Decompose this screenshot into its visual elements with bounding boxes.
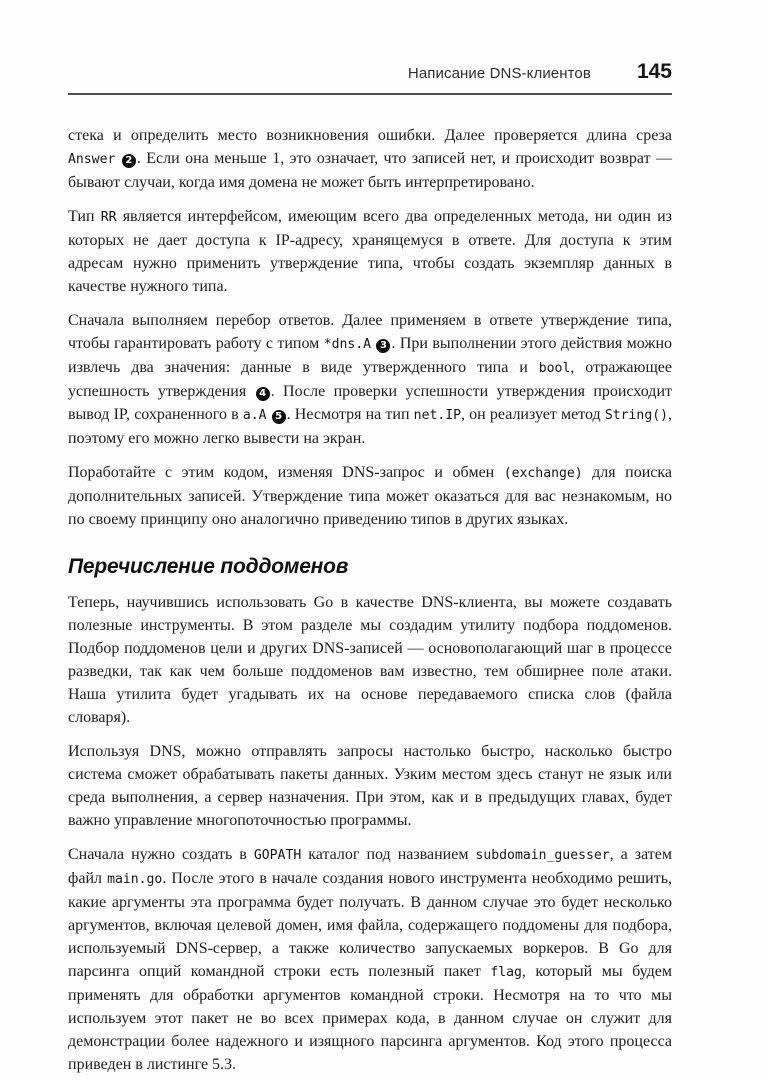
callout-marker: 5 [272, 410, 286, 424]
paragraph [68, 740, 672, 832]
inline-code: main.go [107, 872, 163, 887]
paragraph [68, 461, 672, 531]
text-run: , он реализует метод [461, 406, 605, 423]
text-run: Поработайте с этим кодом, изменяя DNS-запрос и обмен [68, 464, 504, 481]
text-run: стека и определить место возникновения ошибки. Далее проверяется длина среза [68, 127, 672, 144]
inline-code: RR [100, 210, 117, 225]
inline-code: String() [604, 408, 668, 423]
text-run: , отражающее успешность утверждения [68, 359, 672, 400]
inline-code: *dns.A [323, 337, 372, 352]
paragraph [68, 843, 672, 1076]
text-run: , поэтому его можно легко вывести на экран. [68, 406, 672, 447]
inline-code: flag [490, 965, 522, 980]
inline-code: a.A [242, 408, 267, 423]
page-header [68, 0, 672, 95]
running-head: Написание DNS-клиентов [407, 65, 591, 82]
text-run: для поиска дополнительных записей. Утверждение типа может оказаться для вас незнакомым, но по своему принципу оно аналогично приведению типов в других языках. [68, 464, 673, 528]
text-run: каталог под названием [301, 846, 476, 863]
text-run: Сначала нужно создать в [68, 846, 254, 863]
inline-code: bool [538, 361, 571, 376]
text-run: , а затем файл [68, 846, 673, 887]
text-run: . После этого в начале создания нового инструмента необходимо решить, какие аргументы эта программа будет получать. В данном случае это будет несколько аргументов, включая целевой домен, имя файла, содержащего поддомены для подбора, используемый DNS-сервер, а также количество запускаемых воркеров. В Go для парсинга опций командной строки есть полезный пакет [68, 870, 673, 980]
paragraph [68, 309, 672, 450]
inline-code: subdomain_guesser [475, 848, 610, 863]
inline-code: (exchange) [503, 466, 583, 481]
text-run: Сначала выполняем перебор ответов. Далее применяем в ответе утверждение типа, чтобы гарантировать работу с типом [68, 312, 672, 352]
text-run [115, 150, 120, 167]
section-heading: Перечисление поддоменов [68, 555, 349, 578]
callout-marker: 4 [256, 387, 270, 401]
text-run: . При выполнении этого действия можно извлечь два значения: данные в виде утвержденного типа и [68, 335, 673, 376]
inline-code: Answer [68, 152, 116, 167]
text-run: . Если она меньше 1, это означает, что записей нет, и происходит возврат — бывают случаи, когда имя домена не может быть интерпретировано. [68, 150, 673, 191]
inline-code: GOPATH [253, 848, 302, 863]
text-run: . Несмотря на тип [286, 406, 414, 423]
text-run: . После проверки успешности утверждения происходит вывод IP, сохраненного в [68, 383, 673, 423]
paragraph [68, 205, 672, 298]
content-column [68, 0, 672, 1080]
text-run: является интерфейсом, имеющим всего два определенных метода, ни один из которых не дает доступа к IP-адресу, хранящемуся в ответе. Для доступа к этим адресам нужно применить утверждение типа, чтобы создать экземпляр данных в качестве нужного типа. [68, 208, 673, 295]
text-run: Тип [68, 208, 101, 225]
inline-code: net.IP [413, 408, 462, 423]
page-number: 145 [636, 60, 672, 83]
callout-marker: 2 [122, 154, 136, 168]
paragraph [68, 591, 672, 729]
text-run [267, 406, 271, 423]
page-body [68, 124, 672, 1076]
text-run [371, 335, 375, 352]
text-run: , который мы будем применять для обработки аргументов командной строки. Несмотря на то что мы используем этот пакет не во всех примерах кода, в данном случае он служит для демонстрации более надежного и изящного парсинга аргументов. Код этого процесса приведен в листинге 5.3. [68, 963, 672, 1073]
text-run: Используя DNS, можно отправлять запросы настолько быстро, насколько быстро система сможет обрабатывать пакеты данных. Узким местом здесь станут не язык или среда выполнения, а сервер назначения. При этом, как и в предыдущих главах, будет важно управление многопоточностью программы. [68, 743, 672, 829]
callout-marker: 3 [376, 339, 390, 353]
text-run: Теперь, научившись использовать Go в качестве DNS-клиента, вы можете создавать полезные инструменты. В этом разделе мы создадим утилиту подбора поддоменов. Подбор поддоменов цели и других DNS-записей — основополагающий шаг в процессе разведки, так как чем больше поддоменов вам известно, тем обширнее поле атаки. Наша утилита будет угадывать их на основе передаваемого списка слов (файла словаря). [68, 594, 672, 726]
paragraph [68, 124, 672, 194]
